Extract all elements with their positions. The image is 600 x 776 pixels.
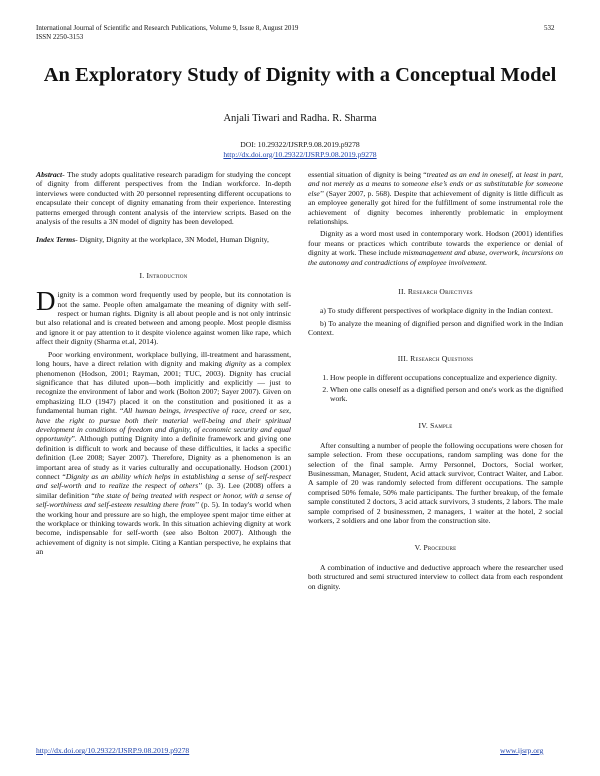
intro-p2-text-a: Poor working environment, workplace bullying, ill-treatment and harassment, long hours, have a direct relation with dignity and making xyxy=(36,349,291,369)
section-heading-questions: III. Research Questions xyxy=(397,353,474,363)
intro-paragraph-1 xyxy=(36,286,291,347)
right-p2-text-a: Dignity as a word most used in contemporary work. Hodson (2001) identifies four means or practices which contribute towards the experience or denial of dignity at work. These include xyxy=(308,229,563,258)
authors: Anjali Tiwari and Radha. R. Sharma xyxy=(223,113,377,124)
intro-paragraph-2 xyxy=(36,350,291,557)
journal-header xyxy=(36,24,298,42)
section-heading-sample: IV. Sample xyxy=(418,421,453,431)
procedure-paragraph: A combination of inductive and deductive approach where the researcher used both structured and semi structured interview to collect data from each respondent on dignity. xyxy=(308,562,563,591)
intro-p2-emphasis: dignity xyxy=(225,359,247,369)
index-terms xyxy=(36,235,291,244)
paper-title: An Exploratory Study of Dignity with a Conceptual Model xyxy=(43,64,557,86)
right-paragraph-1 xyxy=(308,170,563,226)
index-terms-text: - Dignity, Dignity at the workplace, 3N Model, Human Dignity, xyxy=(75,235,269,245)
issn: ISSN 2250-3153 xyxy=(36,33,84,41)
objective-b: b) To analyze the meaning of dignified person and dignified work in the Indian Context. xyxy=(308,318,563,338)
doi-text: DOI: 10.29322/IJSRP.9.08.2019.p9278 xyxy=(240,140,360,149)
section-heading-introduction: I. Introduction xyxy=(139,270,188,280)
hodson-quote: Dignity as an ability which helps in establishing a sense of self-respect and self-worth and to realize the respect of others xyxy=(36,471,291,491)
footer-doi-link[interactable]: http://dx.doi.org/10.29322/IJSRP.9.08.2019.p9278 xyxy=(36,746,190,755)
footer-left xyxy=(36,746,189,755)
index-terms-label: Index Terms xyxy=(36,235,76,245)
journal-name: International Journal of Scientific and Research Publications, Volume 9, Issue 8, August 2019 xyxy=(36,24,299,32)
question-item: 1. How people in different occupations conceptualize and experience dignity. xyxy=(330,373,563,382)
sayer-quote: treated as an end in oneself, at least in part, and not merely as a means to someone else’s ends or as substitutable for someone else xyxy=(308,170,564,198)
hodson-practices: mismanagement and abuse, overwork, incursions on the autonomy and contradictions of employee involvement. xyxy=(308,248,564,267)
doi-link[interactable]: http://dx.doi.org/10.29322/IJSRP.9.08.2019.p9278 xyxy=(223,149,377,159)
intro-p1-text: ignity is a common word frequently used by people, but its connotation is not the same. People often amalgamate the meaning of dignity with self-respect or human rights. Dignity is all about people and is not only intrinsic but also relational and is created between and among people. Most people dismiss and ignore it or pay attention to it despite violence against women like rape, which affect their dignity (Sharma et.al, 2014). xyxy=(36,290,291,347)
doi-block xyxy=(0,140,600,159)
intro-p2-text-d: ’’ (p. 3). Lee (2008) offers a similar definition “ xyxy=(36,481,292,500)
right-column xyxy=(308,170,563,594)
drop-cap: D xyxy=(36,286,56,317)
intro-p2-text-b: as a complex phenomenon (Hodson, 2001; Rayman, 2001; TUC, 2003). Dignity has crucial significance that has diluted upon—both implicitly and explicitly — just to recognize the environment of labor and work (Bolton 2007; Sayer 2007). Given on emphasizing ILO (1947) placed it on the constitution and positioned it as a fundamental human right. “ xyxy=(36,359,291,416)
abstract xyxy=(36,170,291,226)
right-paragraph-2 xyxy=(308,229,563,267)
section-heading-procedure: V. Procedure xyxy=(414,543,457,553)
sample-paragraph: After consulting a number of people the following occupations were chosen for sample selection. From these occupations, random sampling was done for the selection of the final sample. Army Personnel, Doctors, Social worker, Businessman, Manager, Student, Acid attack survivor, Contract Waiter, and Labor. A sample of 20 was randomly selected from different occupations. The sample comprised 50% female, 50% male participants. The further breakup, of the female sample constituted 2 doctors, 3 acid attack survivors, 3 students, 2 labors. The male sample comprised of 2 businessmen, 2 managers, 1 waiter at the hotel, 2 social workers, 2 soldiers and one labor from the construction site. xyxy=(308,440,563,525)
footer-right xyxy=(500,746,543,755)
research-questions-list xyxy=(308,373,563,403)
objective-a: a) To study different perspectives of workplace dignity in the Indian context. xyxy=(320,306,553,316)
right-p1-text-b: ’’ (Sayer 2007, p. 568). Despite that achievement of dignity is little difficult as an employee generally got hired for the fulfillment of some instrumental role the achievement of dignity becomes inherently problematic in employment relationships. xyxy=(308,188,563,227)
left-column xyxy=(36,170,291,560)
section-heading-objectives: II. Research Objectives xyxy=(398,287,473,297)
abstract-label: Abstract xyxy=(36,170,63,179)
intro-p2-text-e: ’’ (p. 5). In today's world when the working hour and pressure are so high, the employee spent major time either at the workplace or thinking towards work. In this situation achieving dignity at work become, indispensable for self-worth (see also Bolton 2007). Although the achievement of dignity is not simple. Citing a Kantian perspective, he explains that an xyxy=(36,500,291,557)
ilo-quote: All human beings, irrespective of race, creed or sex, have the right to pursue both their material well-being and their spiritual development in conditions of freedom and dignity, of economic security and equal opportunity xyxy=(36,406,291,444)
question-item: 2. When one calls oneself as a dignified person and one's work as the dignified work. xyxy=(330,385,563,404)
footer-site-link[interactable]: www.ijsrp.org xyxy=(500,746,544,755)
abstract-text: - The study adopts qualitative research paradigm for studying the concept of dignity from different perspectives from the Indian workforce. In-depth interviews were conducted with 20 personnel representing different occupations to encapsulate their concept of dignity emanating from their experience. Interesting patterns emerged through content analysis of the interview scripts. Based on the analysis of the results a 3N model of dignity has been developed. xyxy=(36,170,291,227)
intro-p2-text-c: ”. Although putting Dignity into a definite framework and giving one definition is difficult to work and because of these difficulties, it lacks a specific definition (Lee 2008; Sayer 2007). Therefore, Dignity as a phenomenon is an important area of study as it varies culturally and occupationally. Hodson (2001) connect “ xyxy=(36,434,291,481)
page-number: 532 xyxy=(544,24,555,32)
right-p1-text-a: essential situation of dignity is being “ xyxy=(308,170,427,179)
lee-quote: the state of being treated with respect or honor, with a sense of self-worthiness and self-esteem resulting there from xyxy=(36,490,291,510)
